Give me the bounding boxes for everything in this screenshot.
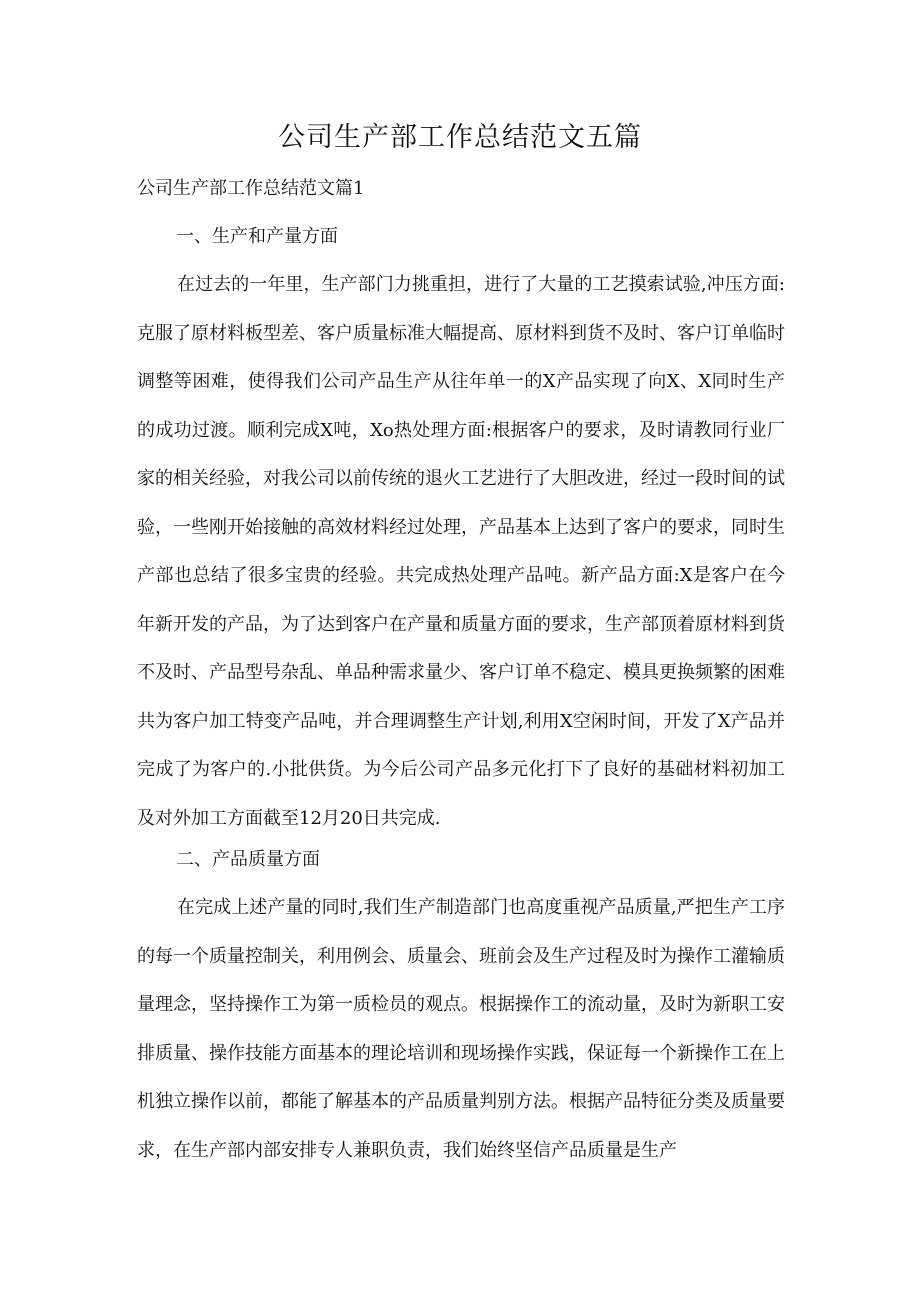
section-heading-quality: 二、产品质量方面 — [176, 849, 320, 870]
section-paragraph-quality: 在完成上述产量的同时,我们生产制造部门也高度重视产品质量,严把生产工序的每一个质量控制关，利用例会、质量会、班前会及生产过程及时为操作工灌输质量理念，坚持操作工为第一质检员的观点。根据操作工的流动量，及时为新职工安排质量、操作技能方面基本的理论培训和现场操作实践，保证每一个新操作工在上机独立操作以前，都能了解基本的产品质量判别方法。根据产品特征分类及质量要求，在生产部内部安排专人兼职负责，我们始终坚信产品质量是生产 — [137, 897, 785, 1161]
section-paragraph-production: 在过去的一年里，生产部门力挑重担，进行了大量的工艺摸索试验,冲压方面:克服了原材料板型差、客户质量标准大幅提高、原材料到货不及时、客户订单临时调整等困难，使得我们公司产品生产从往年单一的X产品实现了向X、X同时生产的成功过渡。顺利完成X吨，Xo热处理方面:根据客户的要求，及时请教同行业厂家的相关经验，对我公司以前传统的退火工艺进行了大胆改进，经过一段时间的试验，一些刚开始接触的高效材料经过处理，产品基本上达到了客户的要求，同时生产部也总结了很多宝贵的经验。共完成热处理产品吨。新产品方面:X是客户在今年新开发的产品，为了达到客户在产量和质量方面的要求，生产部顶着原材料到货不及时、产品型号杂乱、单品种需求量少、客户订单不稳定、模具更换频繁的困难共为客户加工特变产品吨，并合理调整生产计划,利用X空闲时间，开发了X产品并完成了为客户的.小批供货。为今后公司产品多元化打下了良好的基础材料初加工及对外加工方面截至12月20日共完成. — [137, 274, 785, 829]
document-title: 公司生产部工作总结范文五篇 — [278, 122, 642, 153]
document-subtitle: 公司生产部工作总结范文篇1 — [137, 178, 365, 199]
section-heading-production: 一、生产和产量方面 — [176, 226, 338, 247]
